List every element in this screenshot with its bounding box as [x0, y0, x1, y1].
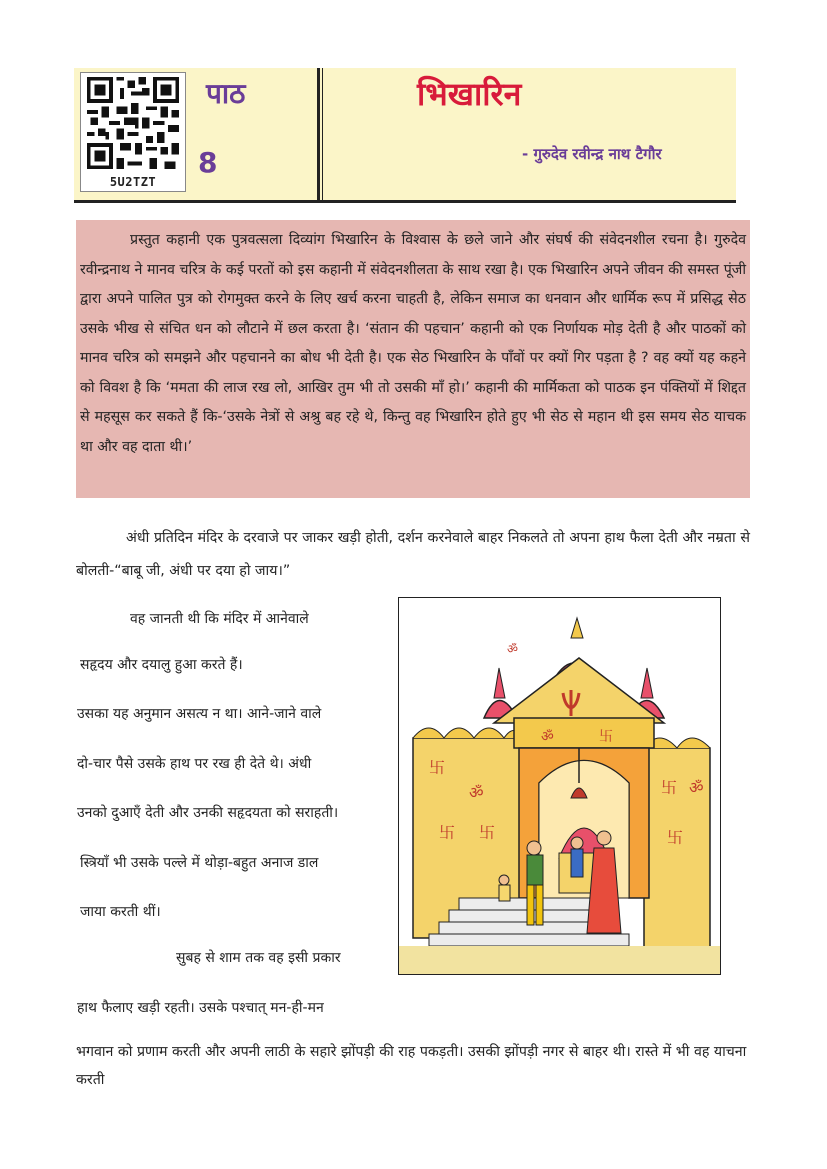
lesson-number: 8	[198, 146, 218, 179]
temple-illustration	[398, 597, 721, 975]
lesson-author: - गुरुदेव रवीन्द्र नाथ टैगौर	[522, 145, 662, 163]
svg-text:ॐ: ॐ	[469, 783, 484, 802]
svg-text:卐: 卐	[661, 778, 678, 797]
qr-code-label: 5U2TZT	[109, 175, 157, 189]
svg-text:ॐ: ॐ	[541, 729, 554, 745]
header-divider-thin	[322, 68, 323, 200]
svg-text:卐: 卐	[479, 823, 496, 842]
svg-text:ॐ: ॐ	[689, 778, 704, 797]
story-line: दो-चार पैसे उसके हाथ पर रख ही देते थे। अंधी	[77, 756, 312, 772]
svg-text:卐: 卐	[439, 823, 456, 842]
story-line: सुबह से शाम तक वह इसी प्रकार	[176, 950, 341, 966]
summary-box	[76, 220, 750, 498]
svg-text:卐: 卐	[429, 758, 446, 777]
qr-code-box[interactable]	[80, 72, 186, 192]
lesson-label: पाठ	[206, 77, 246, 110]
story-line: सहृदय और दयालु हुआ करते हैं।	[80, 657, 243, 673]
paragraph-intro	[76, 522, 750, 588]
paragraph-closing: भगवान को प्रणाम करती और अपनी लाठी के सहारे झोंपड़ी की राह पकड़ती। उसकी झोंपड़ी नगर से बाहर थी। रास्ते में भी वह याचना करती	[76, 1044, 747, 1088]
lesson-header	[74, 68, 736, 203]
svg-text:卐: 卐	[667, 828, 684, 847]
story-line: वह जानती थी कि मंदिर में आनेवाले	[130, 611, 309, 627]
header-divider	[317, 68, 320, 200]
lesson-title: भिखारिन	[417, 75, 522, 113]
qr-code-icon	[87, 77, 179, 169]
story-line: जाया करती थीं।	[80, 904, 161, 920]
story-line: हाथ फैलाए खड़ी रहती। उसके पश्चात् मन-ही-मन	[77, 1000, 324, 1016]
temple-illustration-icon	[399, 598, 720, 974]
summary-text: प्रस्तुत कहानी एक पुत्रवत्सला दिव्यांग भिखारिन के विश्वास के छले जाने और संघर्ष की संवेदनशील रचना है। गुरुदेव रवीन्द्रनाथ ने मानव चरित्र के कई परतों को इस कहानी में संवेदनशीलता के साथ रखा है। एक भिखारिन अपने जीवन की समस्त पूंजी द्वारा अपने पालित पुत्र को रोगमुक्त करने के लिए खर्च करना चाहती है, लेकिन समाज का धनवान और धार्मिक रूप में प्रसिद्ध सेठ उसके भीख से संचित धन को लौटाने में छल करता है। ‘संतान की पहचान’ कहानी को एक निर्णायक मोड़ देती है और पाठकों को मानव चरित्र को समझने और पहचानने का बोध भी देती है। एक सेठ भिखारिन के पाँवों पर क्यों गिर पड़ता है ? वह क्यों यह कहने को विवश है कि ‘ममता की लाज रख लो, आखिर तुम भी तो उसकी माँ हो।’ कहानी की मार्मिकता को पाठक इन पंक्तियों में शिद्दत से महसूस कर सकते हैं कि-‘उसके नेत्रों से अश्रु बह रहे थे, किन्तु वह भिखारिन होते हुए भी सेठ से महान थी इस समय सेठ याचक था और वह दाता थी।’	[80, 232, 746, 455]
svg-text:卐: 卐	[599, 729, 613, 745]
svg-text:ॐ: ॐ	[507, 642, 518, 656]
story-line: स्त्रियाँ भी उसके पल्ले में थोड़ा-बहुत अनाज डाल	[80, 855, 319, 871]
paragraph-intro-text: अंधी प्रतिदिन मंदिर के दरवाजे पर जाकर खड़ी होती, दर्शन करनेवाले बाहर निकलते तो अपना हाथ फैला देती और नम्रता से बोलती-“बाबू जी, अंधी पर दया हो जाय।”	[76, 530, 750, 579]
story-line: उसका यह अनुमान असत्य न था। आने-जाने वाले	[77, 706, 322, 722]
story-line: उनको दुआएँ देती और उनकी सहृदयता को सराहती।	[77, 805, 339, 821]
